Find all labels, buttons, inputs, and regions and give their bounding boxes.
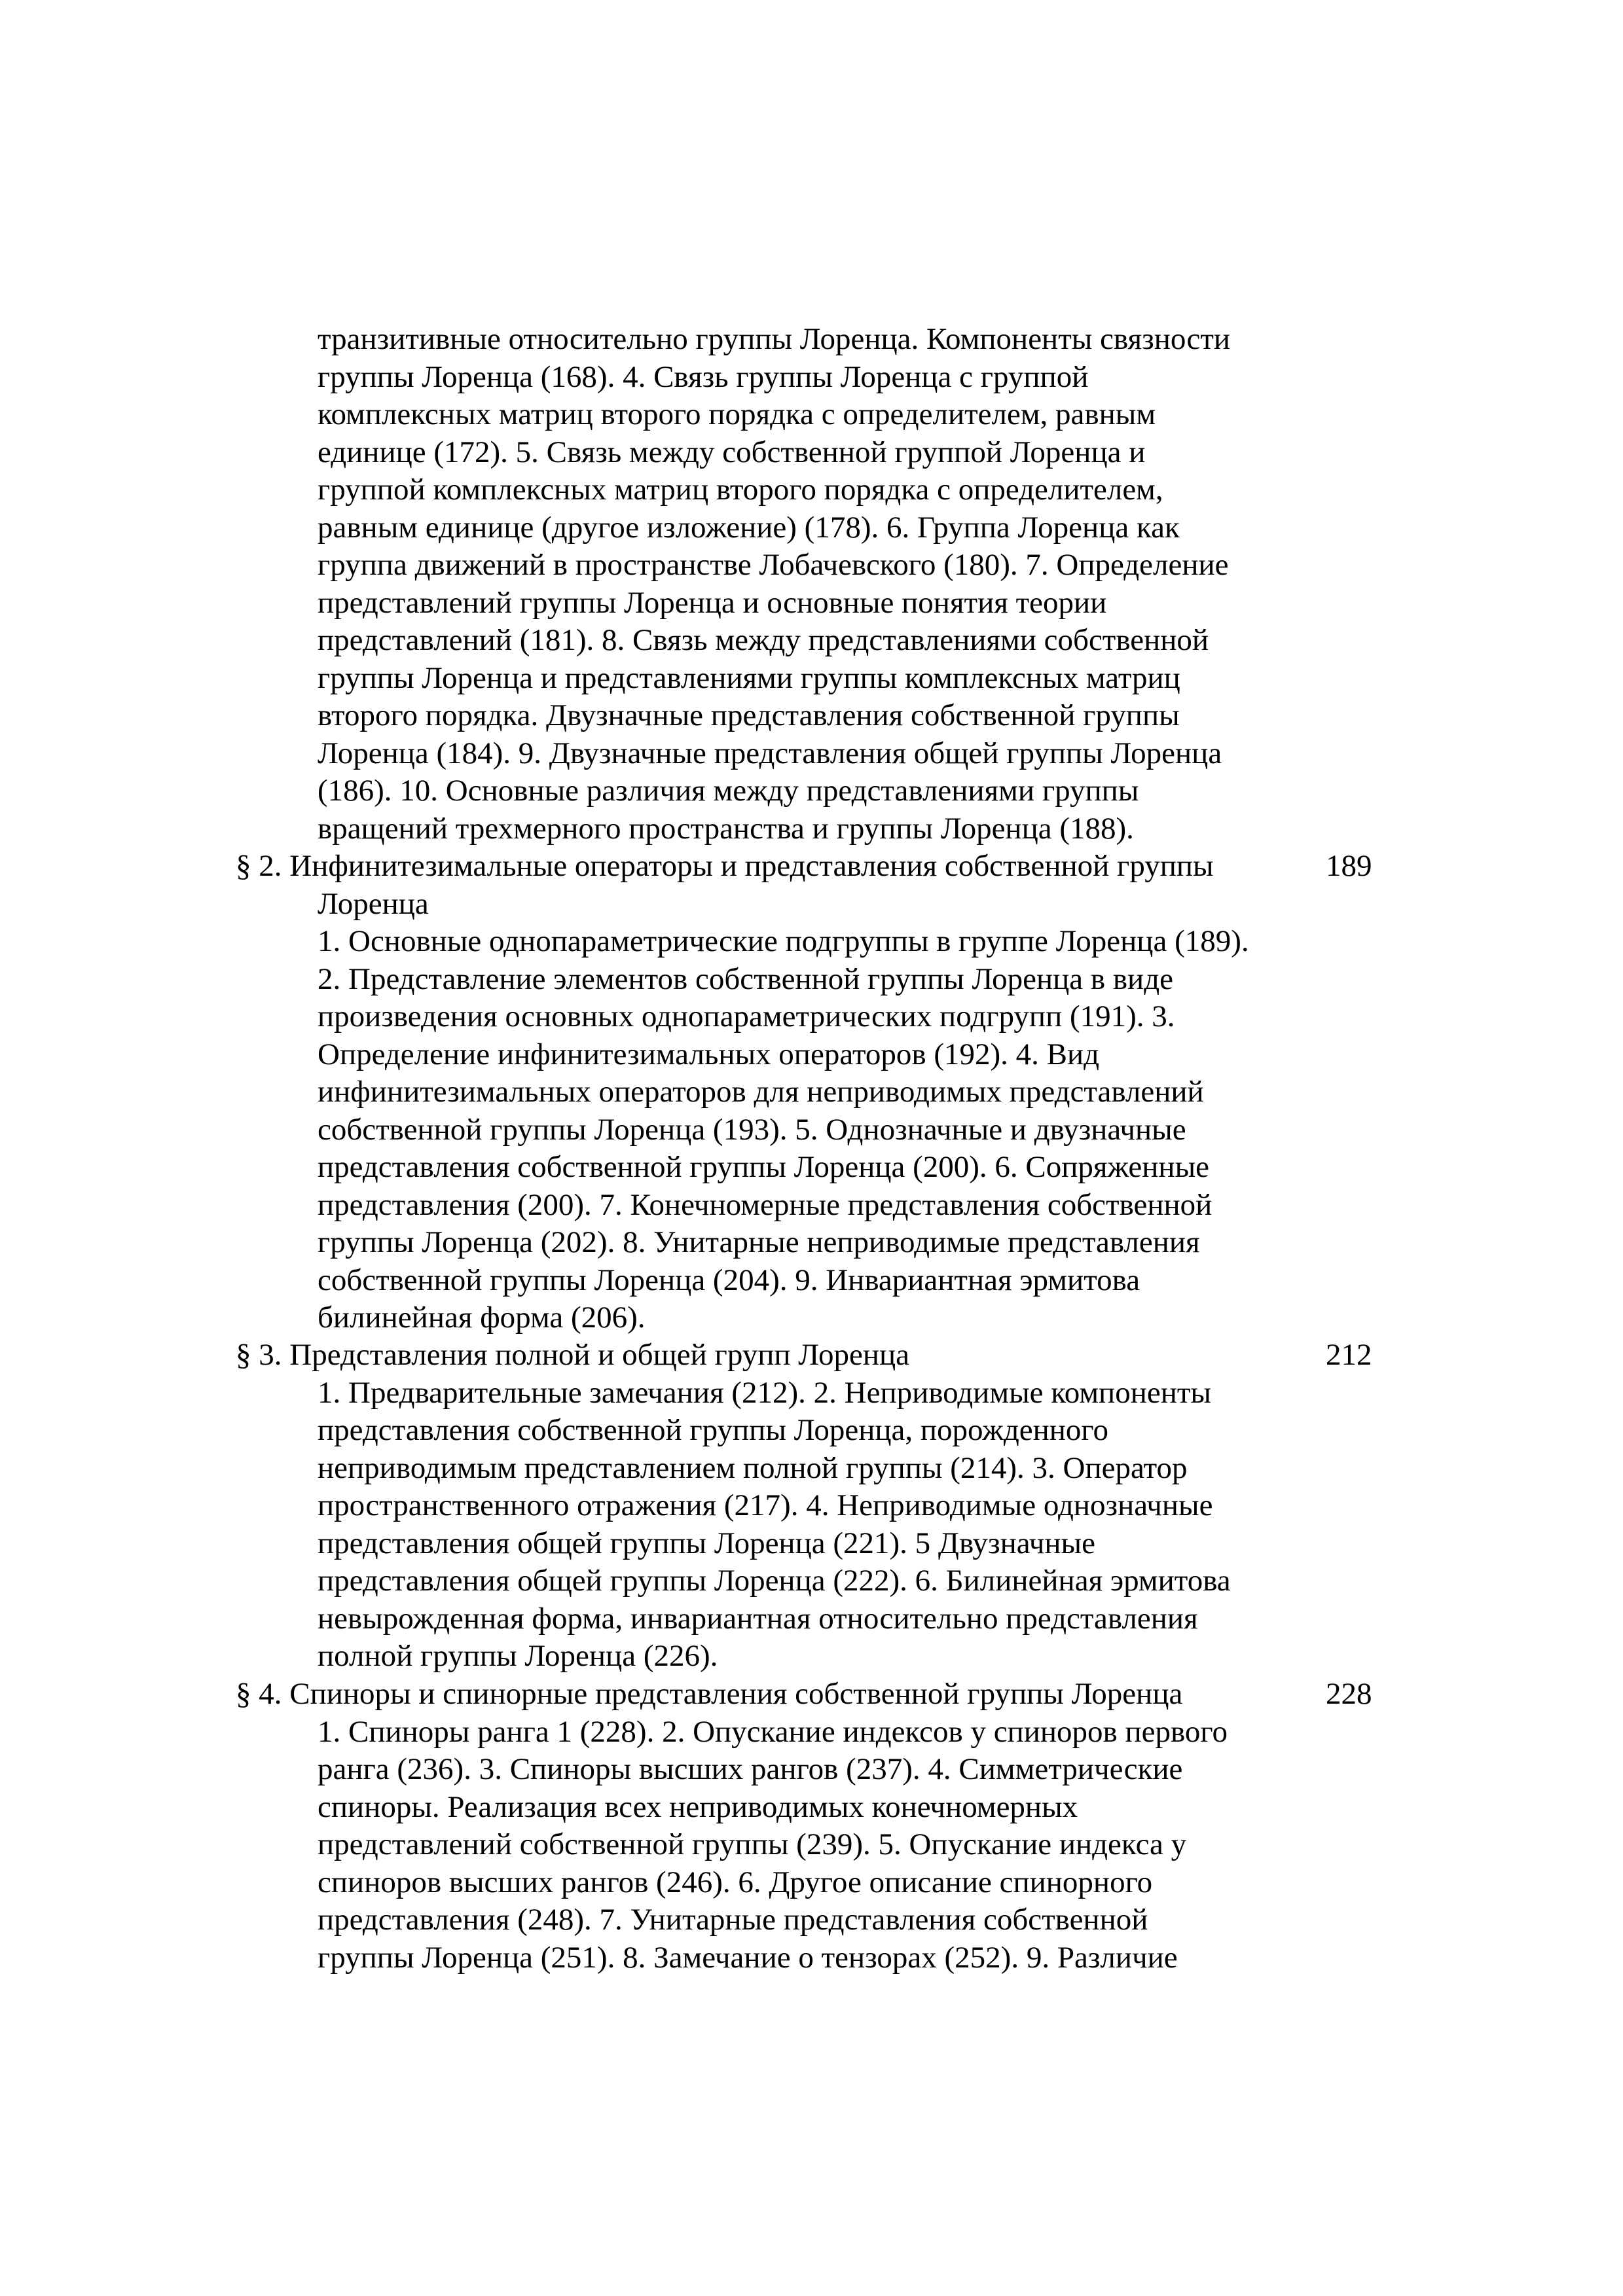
- section-content-line: представления общей группы Лоренца (221). 5 Двузначные: [318, 1526, 1095, 1560]
- section-title: § 2. Инфинитезимальные операторы и представления собственной группы: [236, 849, 1214, 883]
- text-line: транзитивные относительно группы Лоренца. Компоненты связности: [318, 322, 1231, 356]
- section-content-line: собственной группы Лоренца (204). 9. Инвариантная эрмитова: [318, 1263, 1140, 1297]
- page-number: 228: [1326, 1677, 1372, 1711]
- section-content-line: 1. Предварительные замечания (212). 2. Неприводимые компоненты: [318, 1375, 1211, 1410]
- section-content-line: группы Лоренца (202). 8. Унитарные неприводимые представления: [318, 1225, 1200, 1259]
- text-line: группа движений в пространстве Лобачевского (180). 7. Определение: [318, 548, 1229, 582]
- section-title: § 4. Спиноры и спинорные представления собственной группы Лоренца: [236, 1677, 1183, 1711]
- section-content-line: спиноры. Реализация всех неприводимых конечномерных: [318, 1789, 1078, 1824]
- section-content-line: представления (248). 7. Унитарные представления собственной: [318, 1903, 1148, 1937]
- section-content-line: представления собственной группы Лоренца, порожденного: [318, 1413, 1109, 1447]
- text-line: равным единице (другое изложение) (178). 6. Группа Лоренца как: [318, 510, 1180, 545]
- text-line: единице (172). 5. Связь между собственной группой Лоренца и: [318, 435, 1146, 469]
- page-number: 189: [1326, 849, 1372, 883]
- continuation-paragraph: [318, 321, 1230, 848]
- section-content-line: произведения основных однопараметрических подгрупп (191). 3.: [318, 999, 1175, 1033]
- section-content-line: 1. Основные однопараметрические подгруппы в группе Лоренца (189).: [318, 924, 1249, 958]
- text-line: представлений (181). 8. Связь между представлениями собственной: [318, 623, 1209, 657]
- section-content-line: пространственного отражения (217). 4. Неприводимые однозначные: [318, 1488, 1213, 1522]
- toc-section-4: [236, 1676, 1228, 1977]
- section-content-line: 1. Спиноры ранга 1 (228). 2. Опускание индексов у спиноров первого: [318, 1714, 1228, 1749]
- section-content-line: собственной группы Лоренца (193). 5. Однозначные и двузначные: [318, 1112, 1186, 1147]
- toc-section-2: [236, 848, 1249, 1337]
- section-content-line: невырожденная форма, инвариантная относительно представления: [318, 1601, 1198, 1636]
- page-number: 212: [1326, 1338, 1372, 1372]
- text-line: группы Лоренца и представлениями группы комплексных матриц: [318, 660, 1180, 695]
- text-line: представлений группы Лоренца и основные понятия теории: [318, 585, 1107, 620]
- section-content-line: билинейная форма (206).: [318, 1300, 646, 1335]
- text-line: группой комплексных матриц второго порядка с определителем,: [318, 473, 1163, 507]
- section-title: Лоренца: [318, 886, 429, 921]
- text-line: вращений трехмерного пространства и группы Лоренца (188).: [318, 811, 1134, 846]
- text-line: второго порядка. Двузначные представления собственной группы: [318, 698, 1180, 732]
- section-title: § 3. Представления полной и общей групп Лоренца: [236, 1338, 909, 1372]
- section-content-line: ранга (236). 3. Спиноры высших рангов (237). 4. Симметрические: [318, 1752, 1183, 1786]
- section-content-line: представления (200). 7. Конечномерные представления собственной: [318, 1187, 1213, 1222]
- text-line: группы Лоренца (168). 4. Связь группы Лоренца с группой: [318, 359, 1089, 394]
- section-content-line: представления собственной группы Лоренца (200). 6. Сопряженные: [318, 1150, 1210, 1184]
- section-content-line: Определение инфинитезимальных операторов (192). 4. Вид: [318, 1037, 1100, 1071]
- section-content-line: представления общей группы Лоренца (222). 6. Билинейная эрмитова: [318, 1564, 1231, 1598]
- section-content-line: группы Лоренца (251). 8. Замечание о тензорах (252). 9. Различие: [318, 1940, 1178, 1975]
- section-content-line: 2. Представление элементов собственной группы Лоренца в виде: [318, 961, 1173, 996]
- section-content-line: полной группы Лоренца (226).: [318, 1639, 718, 1673]
- text-line: (186). 10. Основные различия между представлениями группы: [318, 774, 1139, 808]
- section-content-line: представлений собственной группы (239). 5. Опускание индекса у: [318, 1827, 1187, 1861]
- section-content-line: инфинитезимальных операторов для неприводимых представлений: [318, 1075, 1204, 1109]
- section-content-line: спиноров высших рангов (246). 6. Другое описание спинорного: [318, 1865, 1153, 1899]
- section-content-line: неприводимым представлением полной группы (214). 3. Оператор: [318, 1450, 1188, 1485]
- text-line: Лоренца (184). 9. Двузначные представления общей группы Лоренца: [318, 736, 1222, 770]
- text-line: комплексных матриц второго порядка с определителем, равным: [318, 397, 1156, 431]
- toc-section-3: [236, 1336, 1231, 1676]
